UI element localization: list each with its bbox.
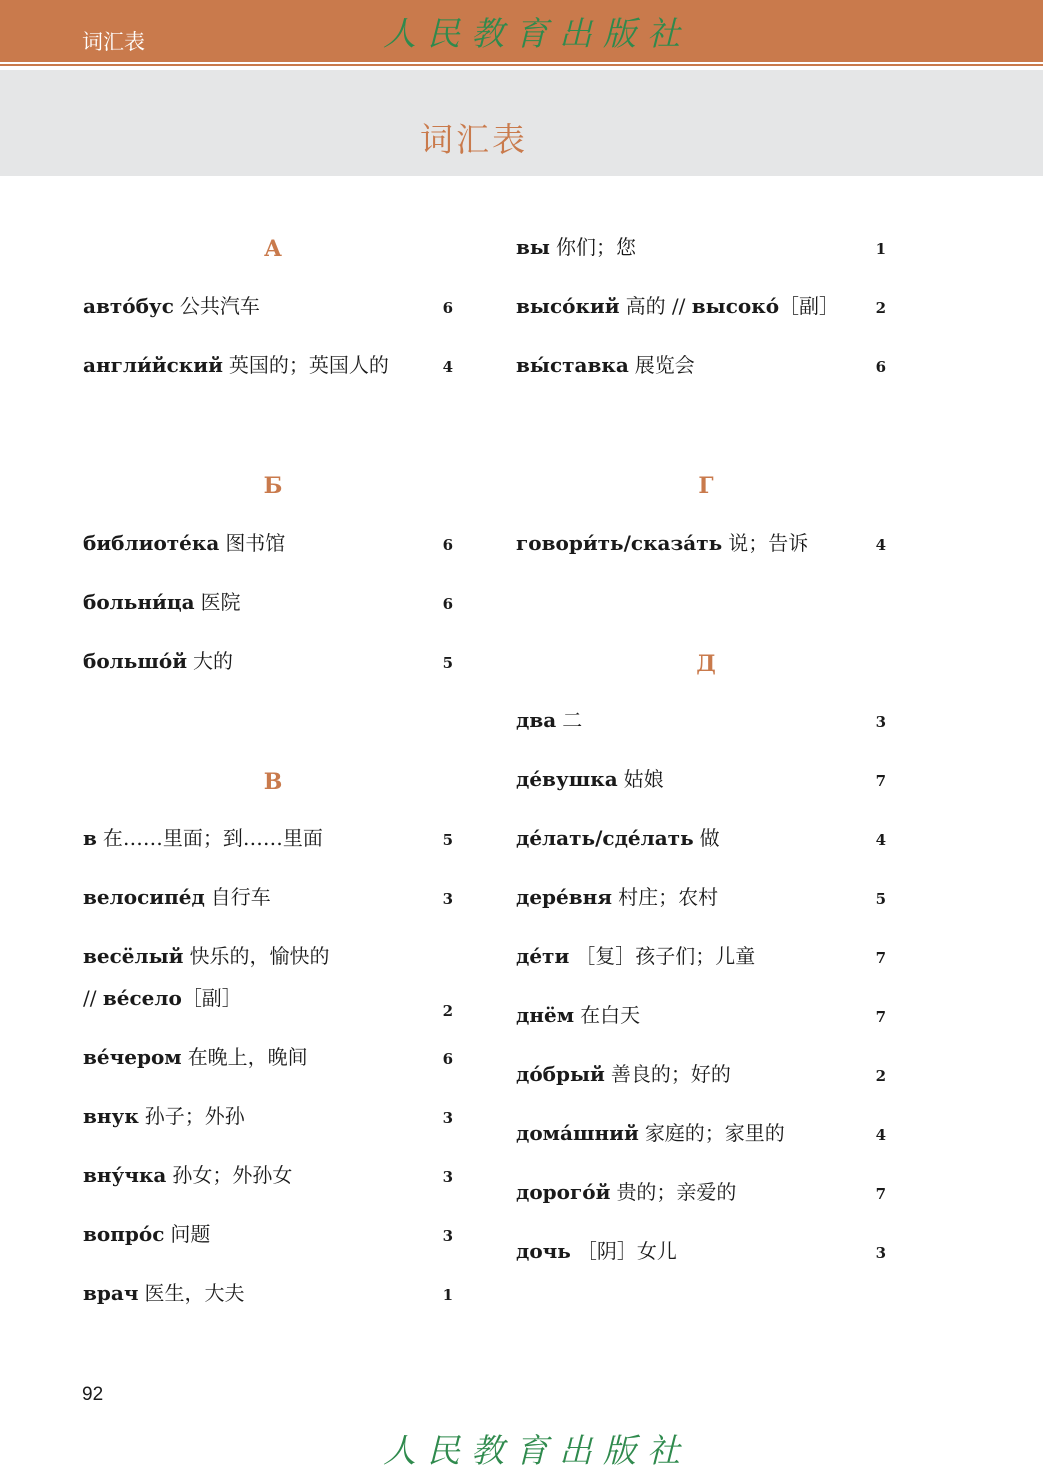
entry-page: 6 — [442, 299, 453, 317]
entry-term: вопро́с — [83, 1222, 165, 1246]
entry-page: 6 — [442, 1050, 453, 1068]
entry-gloss: 孙子；外孙 — [144, 1104, 245, 1128]
vocab-entry — [516, 1182, 886, 1202]
entry-adverb-term: высоко́ — [691, 294, 780, 318]
vocab-entry — [516, 887, 886, 907]
entry-page: 5 — [442, 831, 453, 849]
entry-page: 2 — [442, 1002, 453, 1020]
vocab-entry — [83, 651, 453, 671]
entry-gloss: 医生，大夫 — [144, 1281, 245, 1305]
entry-page: 1 — [442, 1286, 453, 1304]
vocab-entry — [516, 1064, 886, 1084]
vocab-entry — [516, 1005, 886, 1025]
entry-page: 4 — [875, 831, 886, 849]
entry-gloss: 在白天 — [580, 1003, 641, 1027]
entry-gloss: 英国的；英国人的 — [228, 353, 389, 377]
entry-gloss: 善良的；好的 — [610, 1062, 731, 1086]
vocab-entry — [516, 355, 886, 375]
entry-term: англи́йский — [83, 353, 223, 377]
entry-gloss: 公共汽车 — [179, 294, 260, 318]
entry-gloss: 说；告诉 — [728, 531, 809, 555]
entry-gloss: 孙女；外孙女 — [172, 1163, 293, 1187]
entry-page: 2 — [875, 299, 886, 317]
entry-page: 3 — [442, 1227, 453, 1245]
entry-term: высо́кий — [516, 294, 620, 318]
entry-term: днём — [516, 1003, 575, 1027]
entry-gloss: ［复］孩子们；儿童 — [575, 944, 756, 968]
entry-term: внук — [83, 1104, 139, 1128]
entry-term: де́лать/сде́лать — [516, 826, 694, 850]
entry-gloss: 二 — [562, 708, 583, 732]
vocab-entry — [516, 237, 886, 257]
entry-page: 6 — [442, 536, 453, 554]
entry-adverb-gloss: ［副］ — [181, 986, 242, 1010]
entry-page: 3 — [442, 890, 453, 908]
entry-term: весёлый — [83, 944, 184, 968]
entry-term: вну́чка — [83, 1163, 167, 1187]
entry-page: 3 — [442, 1168, 453, 1186]
entry-term: врач — [83, 1281, 139, 1305]
entry-page: 7 — [875, 772, 886, 790]
entry-page: 4 — [875, 1126, 886, 1144]
vocab-entry — [516, 533, 886, 553]
entry-gloss: 姑娘 — [623, 767, 664, 791]
entry-gloss: 村庄；农村 — [618, 885, 719, 909]
entry-page: 1 — [875, 240, 886, 258]
vocab-entry — [516, 769, 886, 789]
entry-page: 3 — [875, 713, 886, 731]
entry-gloss: 家庭的；家里的 — [644, 1121, 785, 1145]
entry-term: авто́бус — [83, 294, 174, 318]
entry-page: 7 — [875, 1008, 886, 1026]
entry-term: дочь — [516, 1239, 571, 1263]
entry-term: дорого́й — [516, 1180, 611, 1204]
entry-page: 7 — [875, 949, 886, 967]
vocab-entry — [83, 828, 453, 848]
entry-gloss: 展览会 — [634, 353, 695, 377]
page-title: 词汇表 — [420, 120, 528, 159]
entry-page: 3 — [442, 1109, 453, 1127]
entry-page: 6 — [875, 358, 886, 376]
entry-term: вы́ставка — [516, 353, 629, 377]
entry-gloss: ［阴］女儿 — [576, 1239, 677, 1263]
entry-gloss: 你们；您 — [555, 235, 636, 259]
entry-gloss: 在晚上，晚间 — [187, 1045, 308, 1069]
entry-term: два — [516, 708, 557, 732]
entry-term: говори́ть/сказа́ть — [516, 531, 723, 555]
entry-gloss: 快乐的，愉快的 — [189, 944, 330, 968]
page-number: 92 — [82, 1384, 104, 1405]
vocab-entry — [516, 710, 886, 730]
entry-term: ве́чером — [83, 1045, 182, 1069]
publisher-logo-top: 人民教育出版社 — [383, 14, 691, 53]
running-header-label: 词汇表 — [82, 30, 145, 54]
entry-term: велосипе́д — [83, 885, 205, 909]
entry-gloss: 做 — [699, 826, 720, 850]
entry-gloss: 在……里面；到……里面 — [102, 826, 323, 850]
entry-adverb-term: ве́село — [102, 986, 182, 1010]
section-heading-v: В — [263, 769, 283, 795]
vocab-entry — [516, 828, 886, 848]
section-heading-d: Д — [696, 651, 716, 677]
entry-gloss: 医院 — [200, 590, 241, 614]
entry-term: дере́вня — [516, 885, 613, 909]
entry-page: 4 — [442, 358, 453, 376]
publisher-logo-bottom: 人民教育出版社 — [383, 1431, 691, 1470]
vocab-entry — [516, 1241, 886, 1261]
header-rule — [0, 64, 1043, 66]
entry-gloss: 大的 — [193, 649, 234, 673]
entry-term: библиоте́ка — [83, 531, 220, 555]
vocab-entry — [83, 533, 453, 553]
vocab-entry — [83, 944, 453, 1020]
vocab-entry — [516, 946, 886, 966]
entry-term: дома́шний — [516, 1121, 639, 1145]
vocab-entry — [516, 1123, 886, 1143]
entry-term: в — [83, 826, 97, 850]
section-heading-g: Г — [698, 473, 714, 499]
entry-adverb-gloss: ［副］ — [779, 294, 840, 318]
vocab-entry — [83, 887, 453, 907]
entry-page: 2 — [875, 1067, 886, 1085]
entry-term: больни́ца — [83, 590, 195, 614]
entry-page: 7 — [875, 1185, 886, 1203]
vocab-entry — [83, 355, 453, 375]
vocab-entry — [83, 296, 453, 316]
entry-gloss: 贵的；亲爱的 — [616, 1180, 737, 1204]
entry-page: 5 — [442, 654, 453, 672]
entry-term: де́ти — [516, 944, 570, 968]
vocab-entry — [83, 1283, 453, 1303]
entry-gloss: 高的 — [625, 294, 666, 318]
vocab-entry — [83, 1165, 453, 1185]
entry-gloss: 自行车 — [210, 885, 271, 909]
entry-term-separator: // — [83, 986, 103, 1010]
vocab-entry — [83, 1047, 453, 1067]
entry-term-separator: // — [665, 294, 692, 318]
entry-gloss: 问题 — [170, 1222, 211, 1246]
entry-term: большо́й — [83, 649, 188, 673]
section-heading-b: Б — [263, 473, 283, 499]
vocab-entry — [83, 1224, 453, 1244]
entry-page: 5 — [875, 890, 886, 908]
entry-term: вы — [516, 235, 550, 259]
entry-gloss: 图书馆 — [225, 531, 286, 555]
section-heading-a: А — [264, 236, 282, 262]
vocab-entry — [516, 296, 886, 316]
entry-term: де́вушка — [516, 767, 618, 791]
entry-page: 6 — [442, 595, 453, 613]
vocab-entry — [83, 592, 453, 612]
entry-page: 3 — [875, 1244, 886, 1262]
vocab-entry — [83, 1106, 453, 1126]
entry-page: 4 — [875, 536, 886, 554]
entry-term: до́брый — [516, 1062, 605, 1086]
